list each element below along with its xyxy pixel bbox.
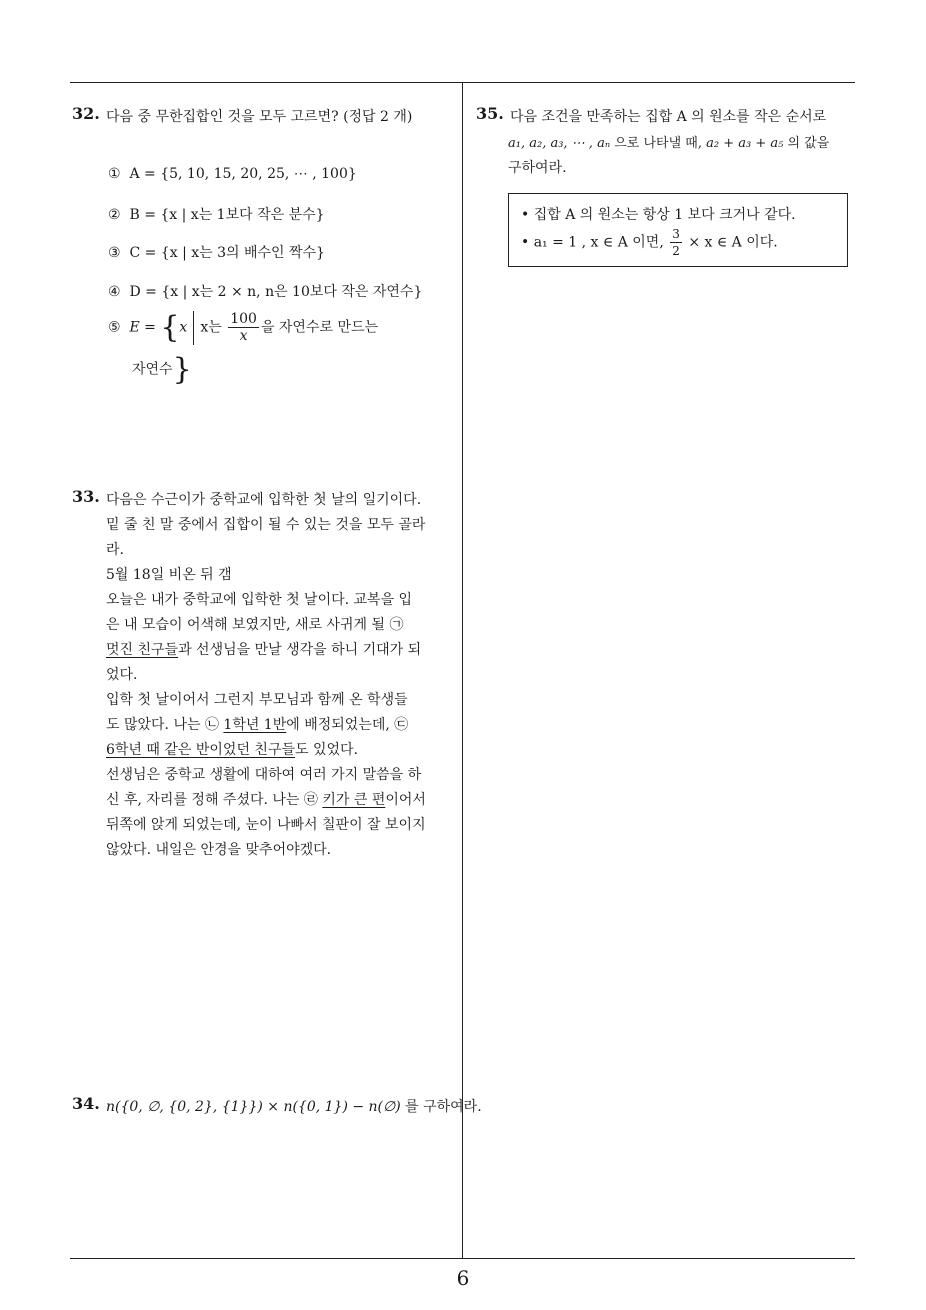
condition-fraction: [670, 226, 682, 259]
fraction-denominator: x: [239, 328, 248, 344]
q34-expression: n({0, ∅, {0, 2}, {1}}) × n({0, 1}) − n(∅): [106, 1099, 401, 1115]
fraction-numerator: 3: [672, 227, 680, 241]
underlined-d: 키가 큰 편: [322, 792, 386, 808]
q32-choice-5-line2: [132, 352, 192, 387]
diary-date: 5월 18일 비온 뒤 갬: [106, 567, 232, 583]
diary-text: 에 배정되었는데, ㉢: [286, 717, 409, 733]
diary-p1-line3: [106, 639, 421, 659]
q32-choice-3[interactable]: [108, 242, 325, 262]
q35-text: 의 값을: [787, 136, 830, 151]
diary-text: 도 많았다. 나는 ㉡: [106, 717, 224, 733]
q35-text: 으로 나타낼 때,: [614, 136, 702, 151]
q32-choice-5[interactable]: [108, 310, 378, 345]
q35-number: 35.: [476, 104, 504, 123]
diary-p3-line1: 선생님은 중학교 생활에 대하여 여러 가지 말씀을 하: [106, 767, 422, 783]
choice5-lhs: E =: [129, 319, 156, 336]
close-brace: }: [172, 352, 192, 387]
diary-p1-line4: 었다.: [106, 667, 138, 683]
underlined-a: 멋진 친구들: [106, 642, 179, 658]
diary-p1-line2: 은 내 모습이 어색해 보였지만, 새로 사귀게 될 ㉠: [106, 617, 404, 633]
choice-text: B = {x | x는 1보다 작은 분수}: [129, 207, 325, 223]
q35-line3: 구하여라.: [508, 160, 567, 176]
underlined-c: 6학년 때 같은 반이었던 친구들: [106, 742, 295, 758]
q34-tail: 를 구하여라.: [405, 1099, 482, 1115]
diary-p1-line1: 오늘은 내가 중학교에 입학한 첫 날이다. 교복을 입: [106, 592, 413, 608]
choice-marker: ②: [108, 207, 121, 223]
choice5-fraction: [228, 311, 259, 344]
column-divider: [462, 82, 463, 1258]
choice5-line2: 자연수: [132, 361, 173, 378]
q32-choice-1[interactable]: [108, 166, 357, 182]
diary-p3-line4: 않았다. 내일은 안경을 맞추어야겠다.: [106, 842, 332, 858]
q32-number: 32.: [72, 104, 100, 123]
choice-marker: ③: [108, 245, 121, 261]
set-bar: [193, 311, 194, 345]
q33-number: 33.: [72, 487, 100, 506]
q35-line1: 다음 조건을 만족하는 집합 A 의 원소를 작은 순서로: [510, 109, 827, 125]
q33-prompt-line2: 밑 줄 친 말 중에서 집합이 될 수 있는 것을 모두 골라: [106, 517, 426, 533]
q32-choice-4[interactable]: [108, 281, 422, 301]
sequence: a₁, a₂, a₃, ⋯ , aₙ: [508, 136, 611, 151]
diary-p2-line3: [106, 739, 358, 759]
diary-p2-line2: [106, 714, 408, 734]
choice-text: A = {5, 10, 15, 20, 25, ⋯ , 100}: [129, 166, 357, 182]
condition-2: [521, 226, 778, 259]
choice-marker: ④: [108, 284, 121, 300]
q34-number: 34.: [72, 1094, 100, 1113]
choice-text: D = {x | x는 2 × n, n은 10보다 작은 자연수}: [129, 284, 423, 300]
q33-prompt-line1: 다음은 수근이가 중학교에 입학한 첫 날의 일기이다.: [106, 492, 422, 508]
diary-p3-line2: [106, 789, 426, 809]
q33-prompt-line3: 라.: [106, 542, 124, 558]
diary-text: 도 있었다.: [295, 742, 358, 758]
diary-p3-line3: 뒤쪽에 앉게 되었는데, 눈이 나빠서 칠판이 잘 보이지: [106, 817, 426, 833]
diary-text: 신 후, 자리를 정해 주셨다. 나는 ㉣: [106, 792, 323, 808]
fraction-denominator: 2: [672, 244, 680, 258]
q34-prompt: [106, 1096, 482, 1116]
bottom-rule: [70, 1258, 855, 1259]
q32-prompt: 다음 중 무한집합인 것을 모두 고르면? (정답 2 개): [106, 109, 413, 125]
diary-p2-line1: 입학 첫 날이어서 그런지 부모님과 함께 온 학생들: [106, 692, 408, 708]
condition-1: • 집합 A 의 원소는 항상 1 보다 크거나 같다.: [521, 207, 796, 223]
fraction-numerator: 100: [230, 311, 257, 327]
condition-2-post: × x ∈ A 이다.: [688, 234, 778, 251]
diary-text: 과 선생님을 만날 생각을 하니 기대가 되: [178, 642, 422, 658]
page-number: 6: [456, 1266, 470, 1290]
underlined-b: 1학년 1반: [223, 717, 287, 733]
diary-text: 이어서: [385, 792, 426, 808]
sum-expression: a₂ + a₃ + a₅: [706, 136, 784, 151]
choice5-mid: x는: [200, 319, 222, 336]
q32-choice-2[interactable]: [108, 204, 325, 224]
q35-line2: [508, 132, 829, 151]
choice5-tail: 을 자연수로 만드는: [260, 319, 379, 336]
choice5-var: x: [179, 319, 188, 336]
condition-2-pre: • a₁ = 1 , x ∈ A 이면,: [521, 234, 664, 251]
open-brace: {: [160, 310, 180, 345]
conditions-box: [508, 193, 848, 267]
choice-marker: ①: [108, 166, 121, 182]
choice-marker: ⑤: [108, 319, 121, 336]
choice-text: C = {x | x는 3의 배수인 짝수}: [129, 245, 325, 261]
